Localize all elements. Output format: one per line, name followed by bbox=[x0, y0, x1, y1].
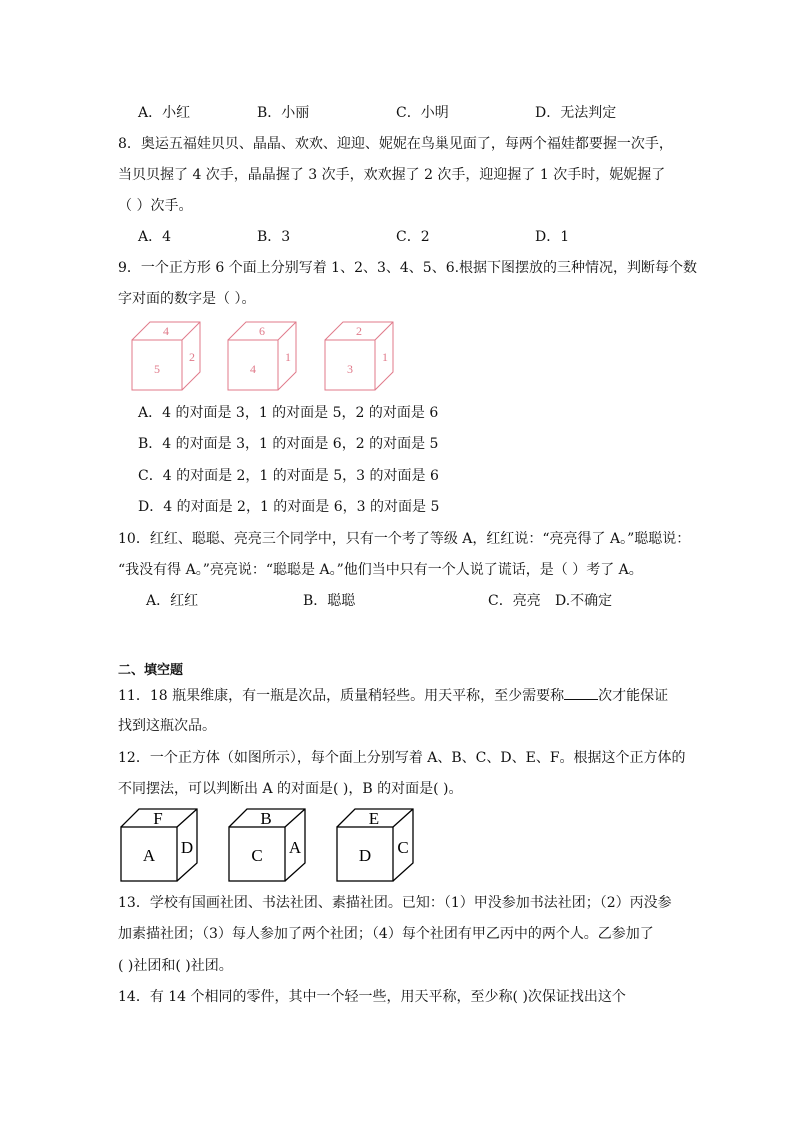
q8-option-c: C．2 bbox=[396, 229, 430, 245]
q13-text-line-2: 加素描社团；（3）每人参加了两个社团；（4）每个社团有甲乙丙中的两个人。乙参加了 bbox=[118, 926, 654, 942]
q11-text-before-blank: 11．18 瓶果维康，有一瓶是次品，质量稍轻些。用天平称，至少需要称 bbox=[118, 688, 565, 704]
q9-cube-figures bbox=[124, 318, 414, 394]
q9-text-line-2: 字对面的数字是（ ）。 bbox=[118, 291, 256, 307]
q8-text-line-3: （ ）次手。 bbox=[118, 198, 193, 214]
q10-text-line-1: 10．红红、聪聪、亮亮三个同学中，只有一个考了等级 A，红红说：“亮亮得了 A。”聪聪说： bbox=[118, 531, 691, 547]
q9-option-b: B．4 的对面是 3，1 的对面是 6，2 的对面是 5 bbox=[138, 436, 439, 452]
q11-text-line-2: 找到这瓶次品。 bbox=[118, 718, 216, 734]
q12-text-line-1: 12．一个正方体（如图所示），每个面上分别写着 A、B、C、D、E、F。根据这个正方体的 bbox=[118, 750, 686, 766]
q9-cube-3-front: 3 bbox=[347, 362, 353, 376]
q9-cube-2-right: 1 bbox=[285, 350, 291, 364]
q9-text-line-1: 9．一个正方形 6 个面上分别写着 1、2、3、4、5、6.根据下图摆放的三种情况，判断每个数 bbox=[118, 260, 698, 276]
q9-cube-2-front: 4 bbox=[250, 362, 256, 376]
q12-cube-3-top: E bbox=[368, 809, 380, 828]
q13-text-line-1: 13．学校有国画社团、书法社团、素描社团。已知：（1）甲没参加书法社团；（2）丙没参 bbox=[118, 895, 672, 911]
q12-cube-figures bbox=[118, 806, 418, 884]
q12-cube-2-top: B bbox=[260, 809, 272, 828]
q12-cube-2-right: A bbox=[288, 838, 302, 857]
section-title-fill-in: 二、填空题 bbox=[118, 663, 184, 678]
q9-option-c: C．4 的对面是 2，1 的对面是 5，3 的对面是 6 bbox=[138, 468, 439, 484]
q9-cube-2 bbox=[228, 322, 296, 390]
q8-option-d: D．1 bbox=[535, 229, 570, 245]
q13-text-line-3: ( )社团和( )社团。 bbox=[118, 958, 233, 974]
q12-cube-1-top: F bbox=[153, 809, 163, 828]
q7-option-d: D．无法判定 bbox=[535, 105, 617, 121]
q9-cube-2-top: 6 bbox=[259, 324, 265, 338]
q9-cube-1-front: 5 bbox=[154, 362, 160, 376]
q9-option-a: A．4 的对面是 3，1 的对面是 5，2 的对面是 6 bbox=[138, 405, 439, 421]
q14-text-line-1: 14．有 14 个相同的零件，其中一个轻一些，用天平称，至少称( )次保证找出这个 bbox=[118, 989, 626, 1005]
q12-cube-3-right: C bbox=[397, 838, 409, 857]
q12-cube-1-right: D bbox=[180, 838, 194, 857]
q10-option-a: A．红红 bbox=[146, 593, 199, 609]
q10-option-c: C．亮亮 bbox=[488, 593, 541, 609]
q12-cube-2 bbox=[229, 809, 305, 881]
q7-option-c: C．小明 bbox=[396, 105, 449, 121]
q9-cube-3-top: 2 bbox=[356, 324, 362, 338]
q12-cube-1-front: A bbox=[142, 846, 156, 865]
q7-option-b: B．小丽 bbox=[257, 105, 310, 121]
q9-cube-3-right: 1 bbox=[382, 350, 388, 364]
q11-text-line-1 bbox=[118, 685, 668, 706]
q12-text-line-2: 不同摆法，可以判断出 A 的对面是( )，B 的对面是( )。 bbox=[118, 781, 463, 797]
q7-option-a: A．小红 bbox=[138, 105, 191, 121]
q11-answer-blank[interactable] bbox=[564, 685, 598, 700]
q12-cube-2-front: C bbox=[251, 846, 263, 865]
q9-cube-1-top: 4 bbox=[163, 324, 169, 338]
q11-text-after-blank: 次才能保证 bbox=[598, 688, 669, 704]
q8-option-b: B．3 bbox=[257, 229, 291, 245]
q9-cube-1 bbox=[132, 322, 200, 390]
q10-option-d: D.不确定 bbox=[555, 593, 613, 609]
q8-text-line-2: 当贝贝握了 4 次手，晶晶握了 3 次手，欢欢握了 2 次手，迎迎握了 1 次手时，妮妮握了 bbox=[118, 167, 666, 183]
q9-cube-3 bbox=[325, 322, 393, 390]
q9-cube-1-right: 2 bbox=[189, 350, 195, 364]
q8-option-a: A．4 bbox=[138, 229, 172, 245]
q12-cube-3-front: D bbox=[358, 846, 372, 865]
q12-cube-3 bbox=[337, 809, 413, 881]
q9-option-d: D．4 的对面是 2，1 的对面是 6，3 的对面是 5 bbox=[138, 499, 440, 515]
q10-text-line-2: “我没有得 A。”亮亮说：“聪聪是 A。”他们当中只有一个人说了谎话，是（ ）考了 A。 bbox=[118, 562, 643, 578]
q8-text-line-1: 8．奥运五福娃贝贝、晶晶、欢欢、迎迎、妮妮在鸟巢见面了，每两个福娃都要握一次手， bbox=[118, 136, 673, 152]
q10-option-b: B．聪聪 bbox=[303, 593, 356, 609]
q12-cube-1 bbox=[121, 809, 197, 881]
